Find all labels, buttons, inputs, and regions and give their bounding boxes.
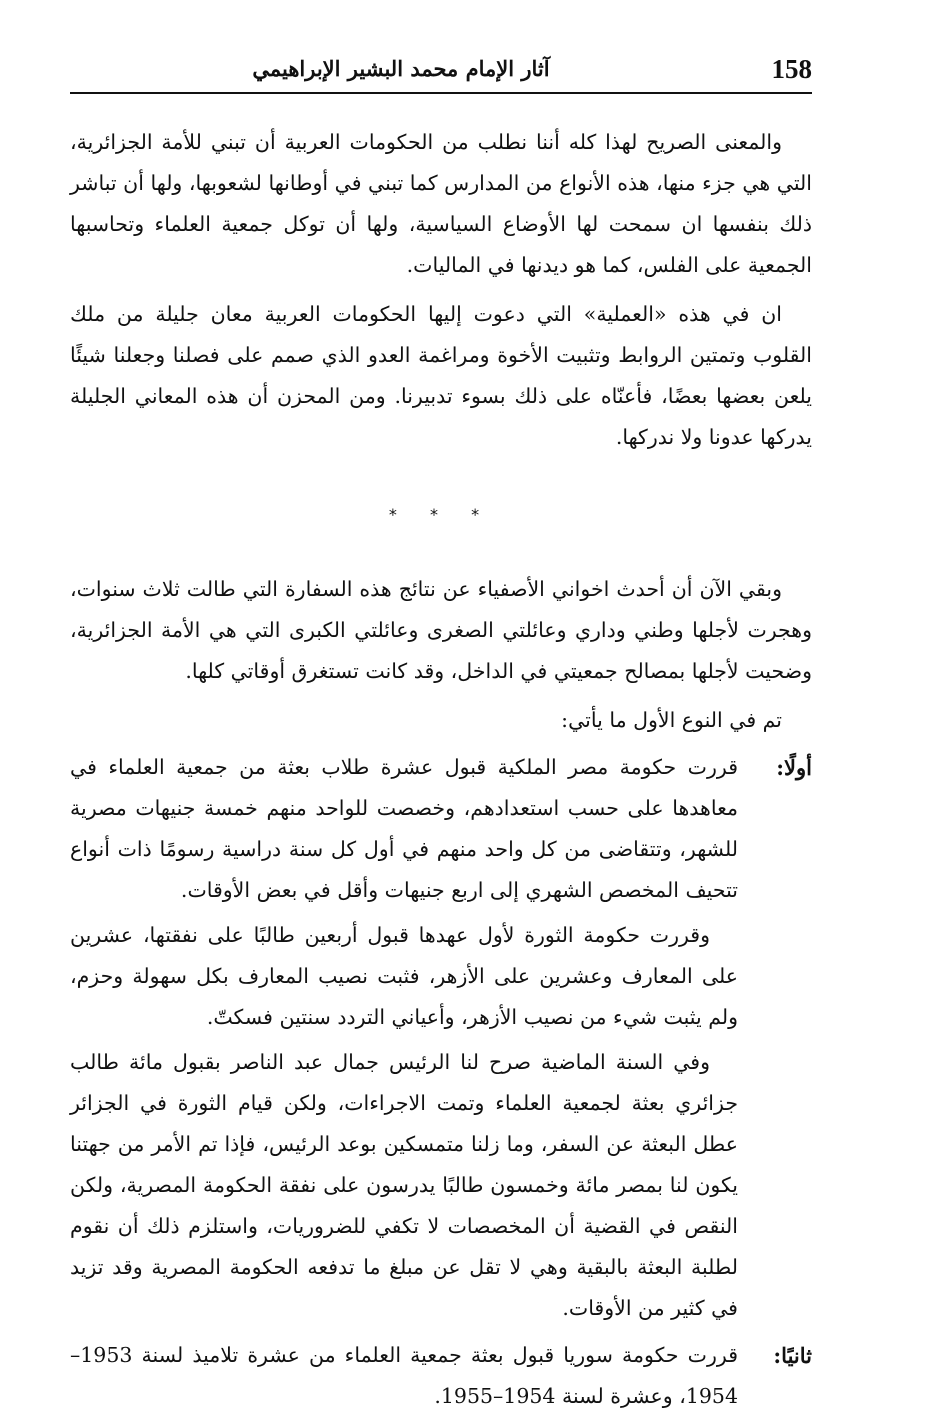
item-paragraph: قررت حكومة مصر الملكية قبول عشرة طلاب بعثة من جمعية العلماء في معاهدها على حسب استعدادهم، وخصصت للواحد منهم خمسة جنيهات مصرية للشهر، وتتقاضى من كل واحد منهم في أول كل سنة دراسية رسومًا ذات أنواع تتحيف المخصص الشهري إلى اربع جنيهات وأقل في بعض الأوقات. [70,755,738,902]
paragraph: وبقي الآن أن أحدث اخواني الأصفياء عن نتائج هذه السفارة التي طالت ثلاث سنوات، وهجرت لأجلها وطني وداري وعائلتي الصغرى وعائلتي الكبرى التي هي الأمة الجزائرية، وضحيت لأجلها بمصالح جمعيتي في الداخل، وقد كانت تستغرق أوقاتي كلها. [70,577,812,683]
item-paragraph: وقررت حكومة الثورة لأول عهدها قبول أربعين طالبًا على نفقتها، عشرين على المعارف وعشرين على الأزهر، فثبت نصيب المعارف بكل سهولة وحزم، ولم يثبت شيء من نصيب الأزهر، وأعياني التردد سنتين فسكتّ. [70,923,738,1029]
page-content [70,122,812,1423]
running-title: آثار الإمام محمد البشير الإبراهيمي [252,56,550,81]
paragraph: ان في هذه «العملية» التي دعوت إليها الحكومات العربية معان جليلة من ملك القلوب وتمتين الروابط وتثبيت الأخوة ومراغمة العدو الذي صمم على فصلنا وجعلنا شيئًا يلعن بعضها بعضًا، فأعنّاه على ذلك بسوء تدبيرنا. ومن المحزن أن هذه المعاني الجليلة يدركها عدونا ولا ندركها. [70,302,812,449]
list-lead: تم في النوع الأول ما يأتي: [561,708,782,732]
page-number: 158 [771,54,812,84]
item-label: ثانيًا: [773,1343,812,1368]
paragraph: والمعنى الصريح لهذا كله أننا نطلب من الحكومات العربية أن تبني للأمة الجزائرية، التي هي جزء منها، هذه الأنواع من المدارس كما تبني في أوطانها لشعوبها، ولها أن تباشر ذلك بنفسها ان سمحت لها الأوضاع السياسية، ولها أن توكل جمعية العلماء وتحاسبها الجمعية على الفلس، كما هو ديدنها في الماليات. [70,130,812,277]
item-body [70,747,738,1333]
page-header [70,52,812,94]
list-item [70,1335,812,1421]
item-label: أولًا: [776,755,812,780]
section-separator: * * * [388,505,494,524]
list-item [70,747,812,1333]
item-paragraph: وفي السنة الماضية صرح لنا الرئيس جمال عبد الناصر بقبول مائة طالب جزائري بعثة لجمعية العلماء وتمت الاجراءات، ولكن قيام الثورة في الجزائر عطل البعثة عن السفر، وما زلنا متمسكين بوعد الرئيس، فإذا تم الأمر من جهتنا يكون لنا بمصر مائة وخمسون طالبًا يدرسون على نفقة الحكومة المصرية، ولكن النقص في القضية أن المخصصات لا تكفي للضروريات، واستلزم ذلك أن نقوم لطلبة البعثة بالبقية وهي لا تقل عن مبلغ ما تدفعه الحكومة المصرية وقد تزيد في كثير من الأوقات. [70,1050,738,1320]
item-paragraph: قررت حكومة سوريا قبول بعثة جمعية العلماء من عشرة تلاميذ لسنة 1953–1954، وعشرة لسنة 1954–1955. [70,1343,738,1408]
item-body [70,1335,738,1421]
